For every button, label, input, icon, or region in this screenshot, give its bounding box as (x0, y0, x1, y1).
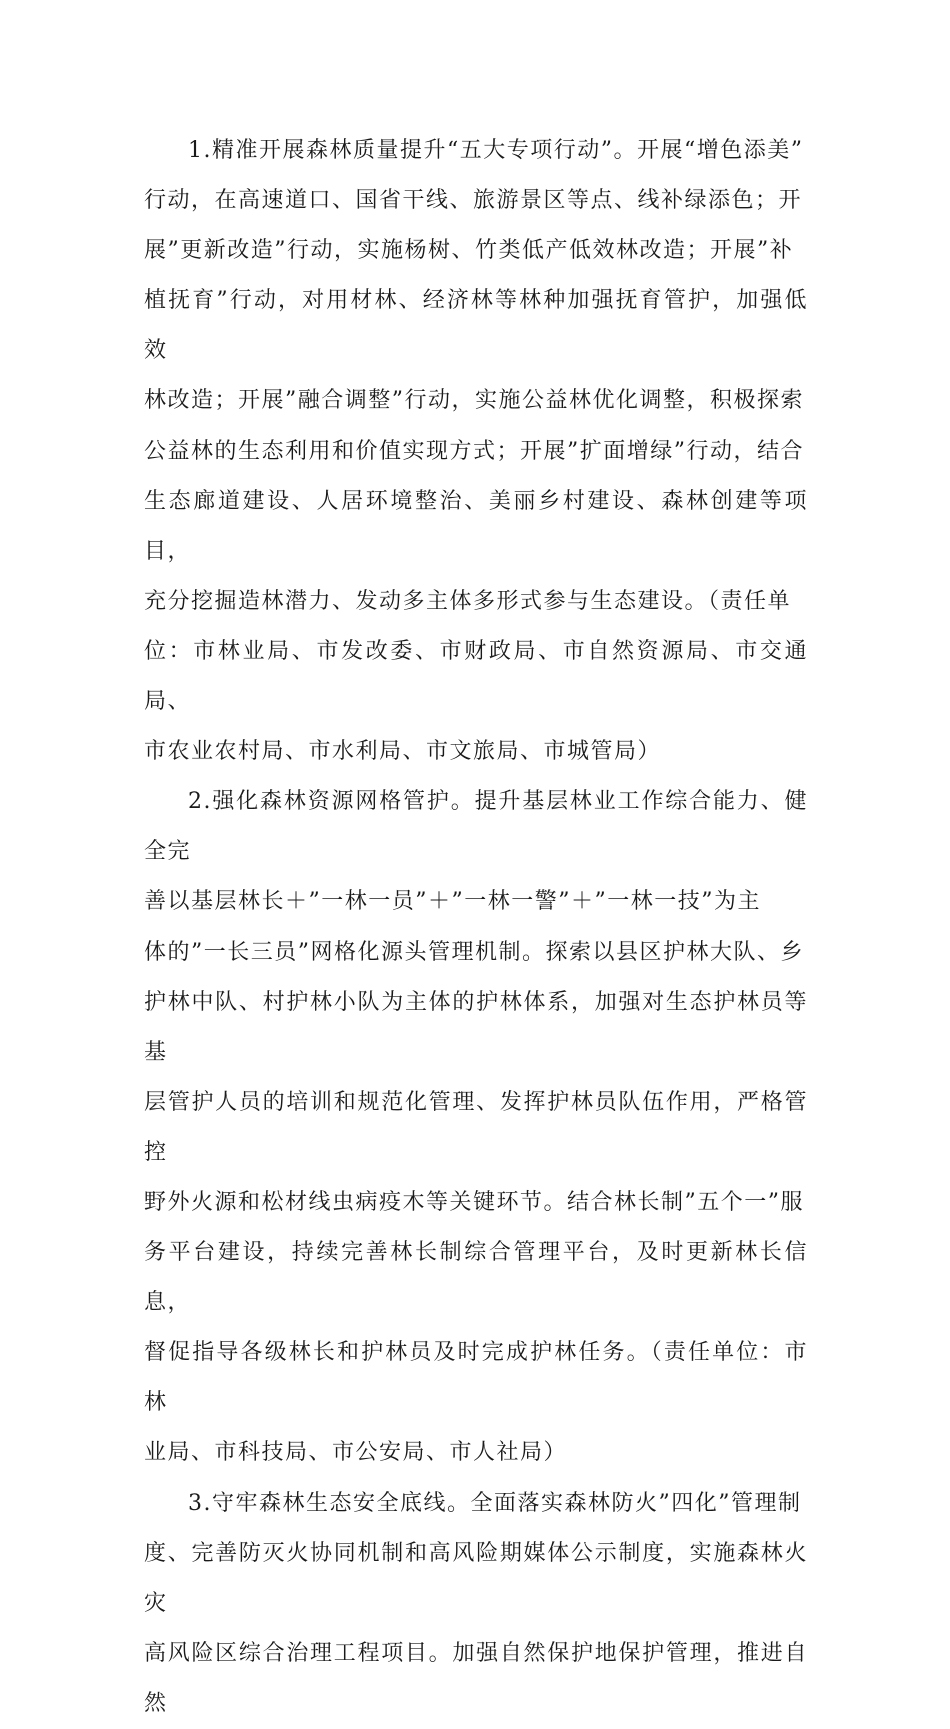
paragraph-forest-grid-management: 2.强化森林资源网格管护。提升基层林业工作综合能力、健全完 善以基层林长＋”一林一员”＋”一林一警”＋”一林一技”为主 体的”一长三员”网格化源头管理机制。探索以县区护林大队、乡 护林中队、村护林小队为主体的护林体系，加强对生态护林员等基 层管护人员的培训和规范化管理、发挥护林员队伍作用，严格管控 野外火源和松材线虫病疫木等关键环节。结合林长制”五个一”服 务平台建设，持续完善林长制综合管理平台，及时更新林长信息， 督促指导各级林长和护林员及时完成护林任务。（责任单位：市林 业局、市科技局、市公安局、市人社局） (144, 789, 808, 1466)
document-body (144, 126, 808, 1729)
paragraph-forest-quality-actions: 1.精准开展森林质量提升“五大专项行动”。开展“增色添美” 行动，在高速道口、国省干线、旅游景区等点、线补绿添色；开 展”更新改造”行动，实施杨树、竹类低产低效林改造；开展”补 植抚育”行动，对用材林、经济林等林种加强抚育管护，加强低效 林改造；开展”融合调整”行动，实施公益林优化调整，积极探索 公益林的生态利用和价值实现方式；开展”扩面增绿”行动，结合 生态廊道建设、人居环境整治、美丽乡村建设、森林创建等项目， 充分挖掘造林潜力、发动多主体多形式参与生态建设。（责任单 位：市林业局、市发改委、市财政局、市自然资源局、市交通局、 市农业农村局、市水利局、市文旅局、市城管局） (144, 138, 808, 765)
paragraph-forest-ecological-safety: 3.守牢森林生态安全底线。全面落实森林防火”四化”管理制 度、完善防灭火协同机制和高风险期媒体公示制度，实施森林火灾 高风险区综合治理工程项目。加强自然保护地保护管理，推进自然 (144, 1490, 808, 1716)
